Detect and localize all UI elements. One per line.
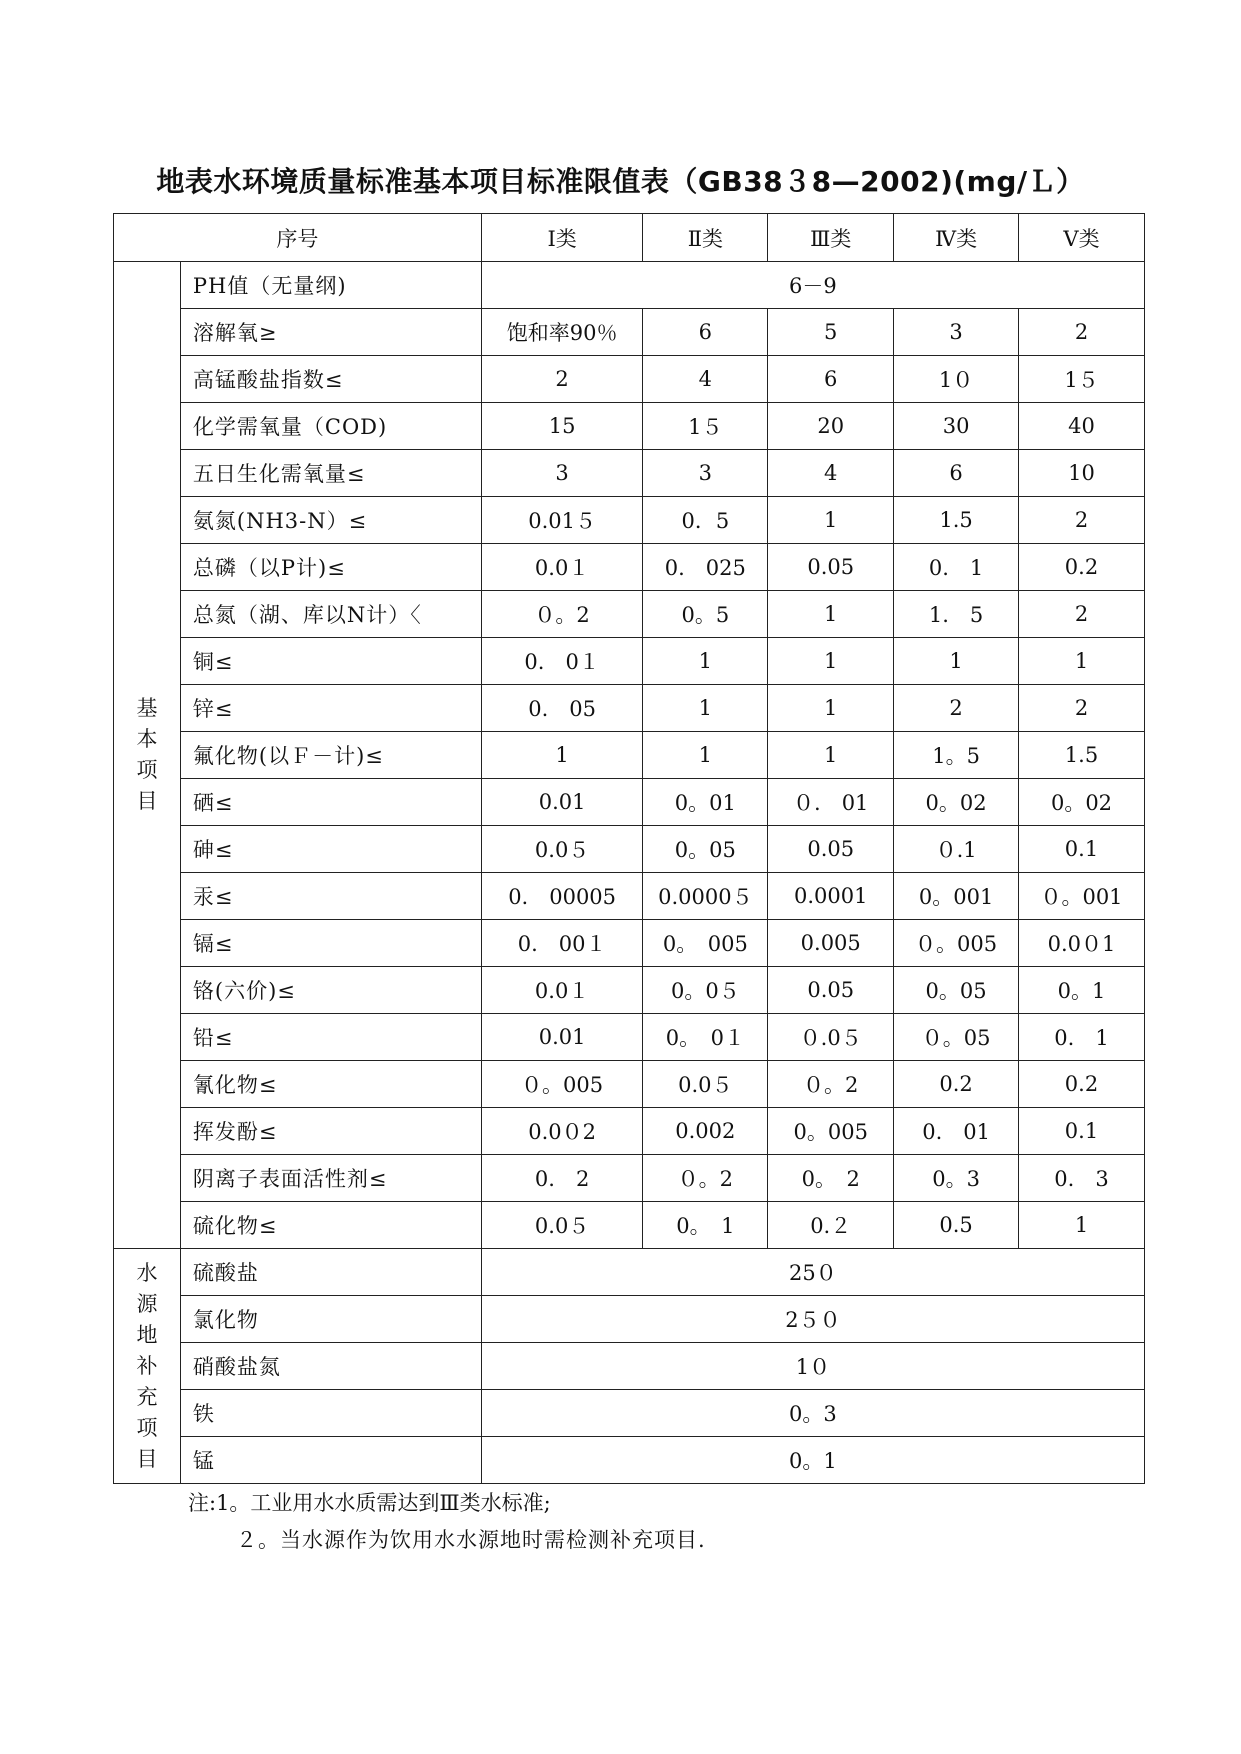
item-value-class-5: 0.2 xyxy=(1019,544,1145,591)
item-value-class-4: ０。005 xyxy=(894,920,1019,967)
item-value-class-5: 1５ xyxy=(1019,356,1145,403)
item-value-class-1: 0. 0１ xyxy=(481,638,643,685)
item-value-class-3: 0。005 xyxy=(768,1108,894,1155)
item-value-class-4: 0. 01 xyxy=(894,1108,1019,1155)
item-value-class-5: 0. 3 xyxy=(1019,1155,1145,1202)
table-notes xyxy=(188,1485,706,1559)
item-value-class-5: ０。001 xyxy=(1019,873,1145,920)
item-value-class-3: 0.005 xyxy=(768,920,894,967)
item-value-class-4: 30 xyxy=(894,403,1019,450)
item-value-class-5: 0。1 xyxy=(1019,967,1145,1014)
item-name: 氨氮(NH3-N）≤ xyxy=(180,497,481,544)
table-row xyxy=(114,873,1145,920)
table-row xyxy=(114,403,1145,450)
header-class-1: Ⅰ类 xyxy=(481,214,643,262)
item-name: 锌≤ xyxy=(180,685,481,732)
table-row xyxy=(114,591,1145,638)
item-name: 五日生化需氧量≤ xyxy=(180,450,481,497)
item-value-class-3: 1 xyxy=(768,497,894,544)
item-name: 高锰酸盐指数≤ xyxy=(180,356,481,403)
item-value-class-5: 0。02 xyxy=(1019,779,1145,826)
header-class-3: Ⅲ类 xyxy=(768,214,894,262)
item-name: 硫化物≤ xyxy=(180,1202,481,1249)
table-row xyxy=(114,1061,1145,1108)
item-value-class-1: 15 xyxy=(481,403,643,450)
item-value-class-1: 0. 00005 xyxy=(481,873,643,920)
item-value-class-1: 饱和率90％ xyxy=(481,309,643,356)
item-value-class-2: 0.002 xyxy=(643,1108,768,1155)
item-value-class-2: 6 xyxy=(643,309,768,356)
item-value-class-1: 0. 2 xyxy=(481,1155,643,1202)
item-value-class-4: ０.1 xyxy=(894,826,1019,873)
table-row xyxy=(114,1108,1145,1155)
item-value-class-5: 0.1 xyxy=(1019,1108,1145,1155)
item-name: 铁 xyxy=(180,1390,481,1437)
header-class-5: Ⅴ类 xyxy=(1019,214,1145,262)
item-name: 铜≤ xyxy=(180,638,481,685)
item-value-class-4: 1. 5 xyxy=(894,591,1019,638)
table-row xyxy=(114,1437,1145,1484)
item-value-class-5: 0. 1 xyxy=(1019,1014,1145,1061)
item-value-class-3: 1 xyxy=(768,638,894,685)
item-value-class-3: 0.05 xyxy=(768,544,894,591)
item-value-class-3: 1 xyxy=(768,685,894,732)
item-value-class-4: 6 xyxy=(894,450,1019,497)
item-value-class-3: 0.05 xyxy=(768,826,894,873)
item-value-class-1: 3 xyxy=(481,450,643,497)
item-value-class-4: 0. 1 xyxy=(894,544,1019,591)
item-value-class-1: 2 xyxy=(481,356,643,403)
item-value-class-4: 1 xyxy=(894,638,1019,685)
item-value-class-5: 40 xyxy=(1019,403,1145,450)
table-row xyxy=(114,920,1145,967)
item-value-class-2: 0.0000５ xyxy=(643,873,768,920)
item-name: 化学需氧量（COD) xyxy=(180,403,481,450)
item-value-class-5: 0.1 xyxy=(1019,826,1145,873)
table-row xyxy=(114,779,1145,826)
item-value-class-5: 1.5 xyxy=(1019,732,1145,779)
item-value-class-2: 0。0５ xyxy=(643,967,768,1014)
item-value-class-5: 2 xyxy=(1019,309,1145,356)
item-name: 溶解氧≥ xyxy=(180,309,481,356)
item-value-class-3: ０。2 xyxy=(768,1061,894,1108)
item-value-class-2: 0．5 xyxy=(643,497,768,544)
item-value-class-3: 5 xyxy=(768,309,894,356)
item-value-class-4: ０。05 xyxy=(894,1014,1019,1061)
item-value-class-3: ０.0５ xyxy=(768,1014,894,1061)
item-value-class-1: 1 xyxy=(481,732,643,779)
table-row xyxy=(114,1296,1145,1343)
item-value-class-2: 1 xyxy=(643,685,768,732)
item-value-class-1: 0.0１ xyxy=(481,967,643,1014)
item-value-class-3: 4 xyxy=(768,450,894,497)
item-name: 硒≤ xyxy=(180,779,481,826)
item-value-class-2: 3 xyxy=(643,450,768,497)
item-value: 1０ xyxy=(481,1343,1144,1390)
item-value-class-4: 3 xyxy=(894,309,1019,356)
item-value-class-2: 0。 005 xyxy=(643,920,768,967)
table-row xyxy=(114,685,1145,732)
item-name: 氯化物 xyxy=(180,1296,481,1343)
table-row xyxy=(114,1249,1145,1296)
item-value-class-1: 0.01５ xyxy=(481,497,643,544)
item-value-class-4: 0。3 xyxy=(894,1155,1019,1202)
item-value-class-5: 1 xyxy=(1019,1202,1145,1249)
item-value-class-2: 4 xyxy=(643,356,768,403)
item-value-class-3: ０. 01 xyxy=(768,779,894,826)
item-name: 汞≤ xyxy=(180,873,481,920)
item-value-class-1: 0.0５ xyxy=(481,1202,643,1249)
item-value-class-4: 0。02 xyxy=(894,779,1019,826)
item-value-class-3: 0.２ xyxy=(768,1202,894,1249)
item-value-class-3: 6 xyxy=(768,356,894,403)
item-value-class-4: 0.2 xyxy=(894,1061,1019,1108)
item-value-class-1: 0.0０2 xyxy=(481,1108,643,1155)
item-value-class-5: 2 xyxy=(1019,591,1145,638)
table-row xyxy=(114,732,1145,779)
table-row xyxy=(114,1155,1145,1202)
item-name: 硫酸盐 xyxy=(180,1249,481,1296)
table-row xyxy=(114,826,1145,873)
table-row xyxy=(114,1343,1145,1390)
item-value: 2５０ xyxy=(481,1296,1144,1343)
page-title: 地表水环境质量标准基本项目标准限值表（GB38３8—2002)(mg/Ｌ） xyxy=(156,165,1085,198)
item-value-class-2: 1 xyxy=(643,732,768,779)
table-row xyxy=(114,262,1145,309)
item-value-class-3: 20 xyxy=(768,403,894,450)
item-value-class-3: 0.0001 xyxy=(768,873,894,920)
item-value-class-5: 0.0０1 xyxy=(1019,920,1145,967)
item-value-class-5: 10 xyxy=(1019,450,1145,497)
header-seq: 序号 xyxy=(114,214,482,262)
item-value-class-1: ０。005 xyxy=(481,1061,643,1108)
item-value-class-1: 0.01 xyxy=(481,779,643,826)
item-value-class-5: 2 xyxy=(1019,685,1145,732)
item-value-class-2: 0。5 xyxy=(643,591,768,638)
item-value-class-1: 0.0１ xyxy=(481,544,643,591)
item-value-class-3: 1 xyxy=(768,591,894,638)
table-row xyxy=(114,1202,1145,1249)
item-value-class-4: 0。001 xyxy=(894,873,1019,920)
table-header-row xyxy=(114,214,1145,262)
item-value-class-1: 0. 05 xyxy=(481,685,643,732)
item-value-class-5: 2 xyxy=(1019,497,1145,544)
table-row xyxy=(114,450,1145,497)
item-value-class-2: 0. 025 xyxy=(643,544,768,591)
table-row xyxy=(114,1014,1145,1061)
item-value-class-2: 0。 0１ xyxy=(643,1014,768,1061)
item-name: 氟化物(以Ｆ－计)≤ xyxy=(180,732,481,779)
item-value-class-2: 0.0５ xyxy=(643,1061,768,1108)
item-name: 总氮（湖、库以N计）〈 xyxy=(180,591,481,638)
item-value-class-3: 0。 2 xyxy=(768,1155,894,1202)
category-supplement: 水 源 地 补 充 项 目 xyxy=(114,1249,181,1484)
table-row xyxy=(114,309,1145,356)
item-value-class-4: 1.5 xyxy=(894,497,1019,544)
header-class-2: Ⅱ类 xyxy=(643,214,768,262)
item-value-class-2: 0。05 xyxy=(643,826,768,873)
note-line-2: ２。当水源作为饮用水水源地时需检测补充项目. xyxy=(236,1528,706,1552)
item-value-class-2: 1 xyxy=(643,638,768,685)
item-name: 砷≤ xyxy=(180,826,481,873)
item-value-class-4: 0。05 xyxy=(894,967,1019,1014)
item-value-class-5: 0.2 xyxy=(1019,1061,1145,1108)
table-row xyxy=(114,1390,1145,1437)
item-name: 氰化物≤ xyxy=(180,1061,481,1108)
table-row xyxy=(114,967,1145,1014)
item-value-class-4: 1。5 xyxy=(894,732,1019,779)
item-value-class-3: 0.05 xyxy=(768,967,894,1014)
item-value-class-4: 1０ xyxy=(894,356,1019,403)
item-value-class-2: 0。 1 xyxy=(643,1202,768,1249)
item-value-class-1: 0.01 xyxy=(481,1014,643,1061)
item-name: 铬(六价)≤ xyxy=(180,967,481,1014)
table-row xyxy=(114,356,1145,403)
table-row xyxy=(114,497,1145,544)
item-value-class-1: 0. 00１ xyxy=(481,920,643,967)
item-value-class-4: 0.5 xyxy=(894,1202,1019,1249)
item-value-class-1: 0.0５ xyxy=(481,826,643,873)
item-value-class-5: 1 xyxy=(1019,638,1145,685)
item-name: 阴离子表面活性剂≤ xyxy=(180,1155,481,1202)
item-name: 镉≤ xyxy=(180,920,481,967)
header-class-4: Ⅳ类 xyxy=(894,214,1019,262)
item-name: PH值（无量纲) xyxy=(180,262,481,309)
item-name: 挥发酚≤ xyxy=(180,1108,481,1155)
item-value-class-3: 1 xyxy=(768,732,894,779)
item-value: 0。1 xyxy=(481,1437,1144,1484)
standard-limits-table xyxy=(113,213,1145,1484)
item-value-class-4: 2 xyxy=(894,685,1019,732)
category-basic: 基 本 项 目 xyxy=(114,262,181,1249)
table-row xyxy=(114,544,1145,591)
item-value: 6－9 xyxy=(481,262,1144,309)
item-value: 25０ xyxy=(481,1249,1144,1296)
item-value-class-2: 0。01 xyxy=(643,779,768,826)
item-value-class-2: 1５ xyxy=(643,403,768,450)
item-value-class-2: ０。2 xyxy=(643,1155,768,1202)
item-name: 硝酸盐氮 xyxy=(180,1343,481,1390)
item-value-class-1: ０。2 xyxy=(481,591,643,638)
note-line-1: 注:1。工业用水水质需达到Ⅲ类水标准; xyxy=(188,1491,551,1515)
item-name: 锰 xyxy=(180,1437,481,1484)
item-value: 0。3 xyxy=(481,1390,1144,1437)
item-name: 铅≤ xyxy=(180,1014,481,1061)
item-name: 总磷（以P计)≤ xyxy=(180,544,481,591)
table-row xyxy=(114,638,1145,685)
